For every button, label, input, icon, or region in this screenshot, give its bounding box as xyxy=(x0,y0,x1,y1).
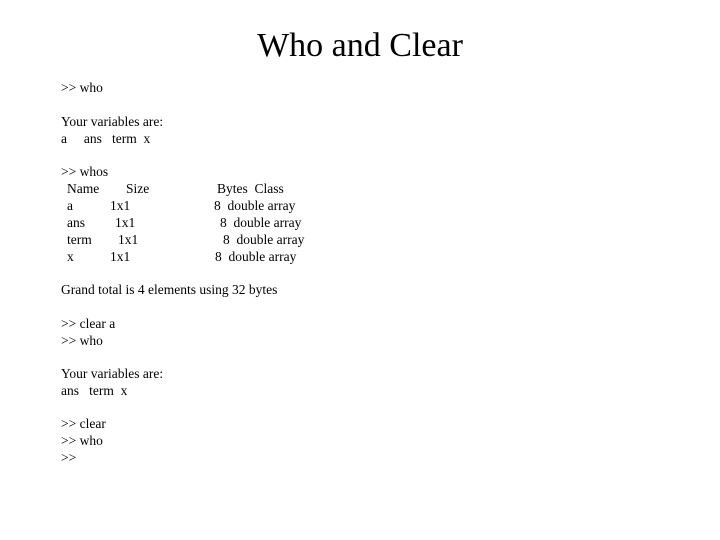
table-row-bytes-class: 8 double array xyxy=(214,198,296,213)
table-row-name: term xyxy=(67,232,92,247)
variables-heading: Your variables are: xyxy=(61,114,164,129)
command-who: >> who xyxy=(61,433,103,448)
table-row-bytes-class: 8 double array xyxy=(223,232,305,247)
table-row-size: 1x1 xyxy=(118,232,139,247)
variables-heading: Your variables are: xyxy=(61,366,164,381)
table-row-size: 1x1 xyxy=(115,215,136,230)
variables-list: ans term x xyxy=(61,383,128,398)
table-row-name: ans xyxy=(67,215,85,230)
command-prompt[interactable]: >> xyxy=(61,450,77,465)
command-who: >> who xyxy=(61,80,103,95)
command-clear-a: >> clear a xyxy=(61,316,116,331)
table-row-name: a xyxy=(67,198,73,213)
command-clear: >> clear xyxy=(61,416,106,431)
header-size: Size xyxy=(126,181,150,196)
table-row-bytes-class: 8 double array xyxy=(215,249,297,264)
table-row-size: 1x1 xyxy=(110,198,131,213)
page-title: Who and Clear xyxy=(257,27,463,64)
table-row-bytes-class: 8 double array xyxy=(220,215,302,230)
header-bytes-class: Bytes Class xyxy=(217,181,284,196)
command-who: >> who xyxy=(61,333,103,348)
command-whos: >> whos xyxy=(61,164,109,179)
table-row-size: 1x1 xyxy=(110,249,131,264)
table-row-name: x xyxy=(67,249,74,264)
variables-list: a ans term x xyxy=(61,131,151,146)
header-name: Name xyxy=(67,181,100,196)
grand-total: Grand total is 4 elements using 32 bytes xyxy=(61,282,278,297)
